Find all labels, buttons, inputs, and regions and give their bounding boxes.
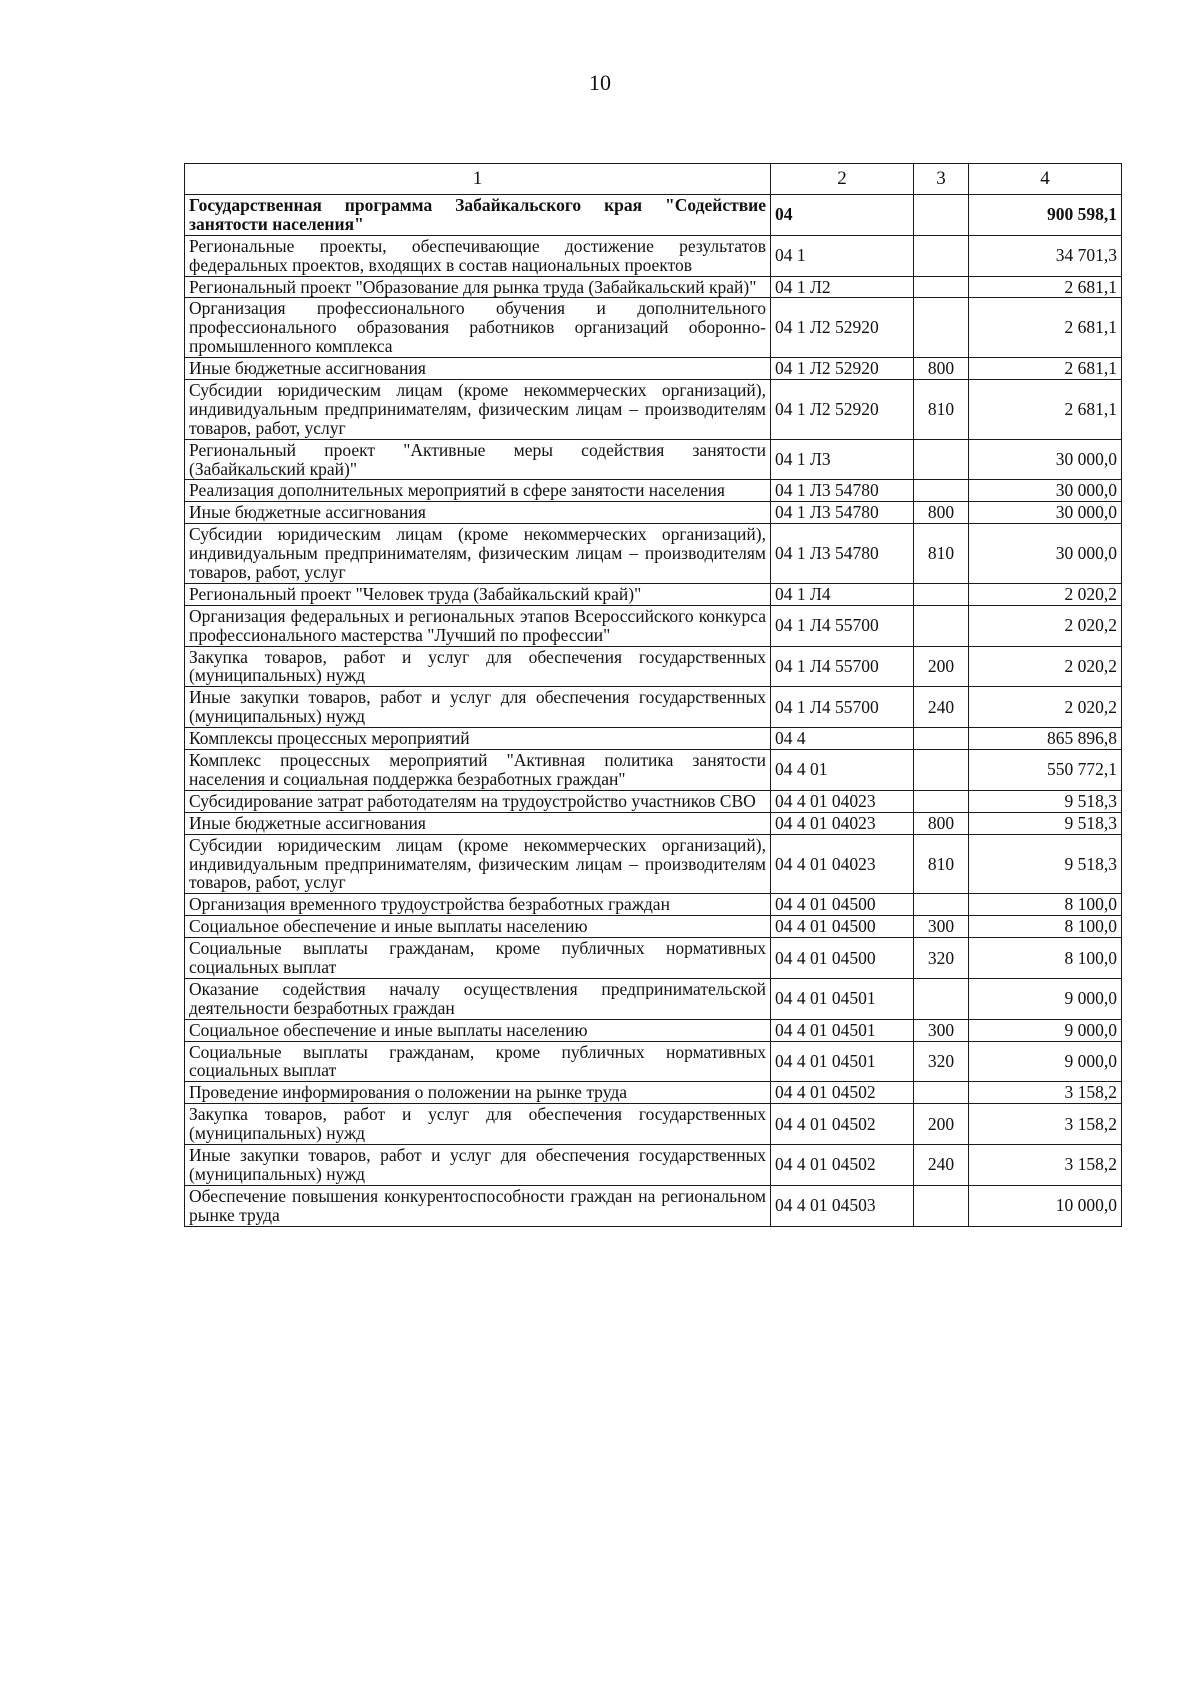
header-col-4: 4 [969,164,1122,195]
row-code-cell: 04 1 Л4 55700 [771,605,914,646]
row-expense-type-cell: 320 [914,1041,969,1082]
table-row [185,480,1122,502]
row-amount-cell: 3 158,2 [969,1104,1122,1145]
row-code-cell: 04 1 Л3 [771,439,914,480]
row-name-cell: Региональные проекты, обеспечивающие достижение результатов федеральных проектов, входящих в состав национальных проектов [185,235,771,276]
row-name-cell: Организация временного трудоустройства безработных граждан [185,894,771,916]
row-name-cell: Региональный проект "Человек труда (Забайкальский край)" [185,583,771,605]
table-row [185,358,1122,380]
table-row [185,978,1122,1019]
row-expense-type-cell [914,439,969,480]
row-expense-type-cell: 240 [914,1144,969,1185]
row-expense-type-cell: 810 [914,380,969,440]
table-row [185,1104,1122,1145]
row-name-cell: Региональный проект "Активные меры содействия занятости (Забайкальский край)" [185,439,771,480]
row-name-cell: Иные закупки товаров, работ и услуг для обеспечения государственных (муниципальных) нужд [185,687,771,728]
row-expense-type-cell [914,195,969,236]
row-code-cell: 04 4 01 04501 [771,1041,914,1082]
row-amount-cell: 2 020,2 [969,605,1122,646]
row-name-cell: Организация профессионального обучения и дополнительного профессионального образования работников организаций оборонно-промышленного комплекса [185,298,771,358]
table-row [185,687,1122,728]
row-amount-cell: 3 158,2 [969,1144,1122,1185]
row-name-cell: Комплексы процессных мероприятий [185,728,771,750]
table-body [185,195,1122,1227]
row-amount-cell: 9 518,3 [969,834,1122,894]
row-code-cell: 04 [771,195,914,236]
table-row [185,1019,1122,1041]
row-amount-cell: 30 000,0 [969,502,1122,524]
row-code-cell: 04 4 01 04501 [771,1019,914,1041]
row-amount-cell: 8 100,0 [969,916,1122,938]
row-code-cell: 04 4 01 04502 [771,1144,914,1185]
row-amount-cell: 34 701,3 [969,235,1122,276]
row-code-cell: 04 1 Л2 52920 [771,358,914,380]
row-expense-type-cell [914,750,969,791]
row-name-cell: Проведение информирования о положении на рынке труда [185,1082,771,1104]
row-amount-cell: 30 000,0 [969,480,1122,502]
row-code-cell: 04 4 01 04502 [771,1082,914,1104]
header-col-3: 3 [914,164,969,195]
row-name-cell: Социальные выплаты гражданам, кроме публичных нормативных социальных выплат [185,938,771,979]
row-amount-cell: 865 896,8 [969,728,1122,750]
row-amount-cell: 550 772,1 [969,750,1122,791]
table-row [185,646,1122,687]
row-amount-cell: 2 020,2 [969,583,1122,605]
row-code-cell: 04 4 01 04502 [771,1104,914,1145]
row-amount-cell: 2 681,1 [969,298,1122,358]
row-name-cell: Иные бюджетные ассигнования [185,502,771,524]
table-row [185,502,1122,524]
row-amount-cell: 2 020,2 [969,687,1122,728]
row-name-cell: Социальное обеспечение и иные выплаты населению [185,916,771,938]
row-name-cell: Организация федеральных и региональных этапов Всероссийского конкурса профессионального мастерства "Лучший по профессии" [185,605,771,646]
row-expense-type-cell [914,583,969,605]
row-name-cell: Реализация дополнительных мероприятий в сфере занятости населения [185,480,771,502]
row-expense-type-cell: 800 [914,502,969,524]
row-name-cell: Социальные выплаты гражданам, кроме публичных нормативных социальных выплат [185,1041,771,1082]
row-expense-type-cell [914,1082,969,1104]
row-code-cell: 04 4 01 04501 [771,978,914,1019]
table-row [185,916,1122,938]
row-amount-cell: 2 681,1 [969,358,1122,380]
row-name-cell: Социальное обеспечение и иные выплаты населению [185,1019,771,1041]
row-name-cell: Государственная программа Забайкальского края "Содействие занятости населения" [185,195,771,236]
row-amount-cell: 10 000,0 [969,1185,1122,1226]
table-row [185,235,1122,276]
row-name-cell: Иные бюджетные ассигнования [185,812,771,834]
row-expense-type-cell: 300 [914,1019,969,1041]
page-number: 10 [589,70,611,95]
row-amount-cell: 8 100,0 [969,894,1122,916]
row-code-cell: 04 1 Л4 55700 [771,646,914,687]
row-amount-cell: 900 598,1 [969,195,1122,236]
row-expense-type-cell: 800 [914,358,969,380]
row-expense-type-cell [914,790,969,812]
table-row [185,790,1122,812]
table-row [185,750,1122,791]
table-row [185,524,1122,584]
row-code-cell: 04 4 01 04500 [771,916,914,938]
table-row [185,298,1122,358]
table-header-row [185,164,1122,195]
row-code-cell: 04 4 01 04023 [771,790,914,812]
table-row [185,380,1122,440]
row-expense-type-cell: 300 [914,916,969,938]
row-code-cell: 04 1 Л4 [771,583,914,605]
row-expense-type-cell: 800 [914,812,969,834]
row-expense-type-cell: 240 [914,687,969,728]
row-name-cell: Субсидирование затрат работодателям на трудоустройство участников СВО [185,790,771,812]
row-code-cell: 04 4 01 04500 [771,894,914,916]
table-row [185,276,1122,298]
row-amount-cell: 9 000,0 [969,1041,1122,1082]
table-row [185,834,1122,894]
row-expense-type-cell [914,276,969,298]
row-name-cell: Комплекс процессных мероприятий "Активная политика занятости населения и социальная поддержка безработных граждан" [185,750,771,791]
row-code-cell: 04 4 01 04023 [771,812,914,834]
row-code-cell: 04 1 Л3 54780 [771,524,914,584]
row-expense-type-cell [914,894,969,916]
row-amount-cell: 2 681,1 [969,276,1122,298]
row-code-cell: 04 1 [771,235,914,276]
row-expense-type-cell [914,978,969,1019]
row-code-cell: 04 1 Л2 52920 [771,298,914,358]
row-name-cell: Обеспечение повышения конкурентоспособности граждан на региональном рынке труда [185,1185,771,1226]
table-row [185,812,1122,834]
table-row [185,938,1122,979]
table-row [185,728,1122,750]
row-expense-type-cell [914,235,969,276]
row-amount-cell: 9 000,0 [969,1019,1122,1041]
row-code-cell: 04 1 Л4 55700 [771,687,914,728]
row-name-cell: Субсидии юридическим лицам (кроме некоммерческих организаций), индивидуальным предпринимателям, физическим лицам – производителям товаров, работ, услуг [185,834,771,894]
table-row [185,439,1122,480]
row-expense-type-cell: 810 [914,524,969,584]
row-code-cell: 04 1 Л2 [771,276,914,298]
row-expense-type-cell [914,728,969,750]
row-amount-cell: 9 000,0 [969,978,1122,1019]
row-name-cell: Закупка товаров, работ и услуг для обеспечения государственных (муниципальных) нужд [185,646,771,687]
row-code-cell: 04 4 01 04503 [771,1185,914,1226]
row-expense-type-cell: 200 [914,1104,969,1145]
row-amount-cell: 30 000,0 [969,524,1122,584]
row-name-cell: Закупка товаров, работ и услуг для обеспечения государственных (муниципальных) нужд [185,1104,771,1145]
row-name-cell: Иные закупки товаров, работ и услуг для обеспечения государственных (муниципальных) нужд [185,1144,771,1185]
table-row [185,583,1122,605]
header-col-2: 2 [771,164,914,195]
row-name-cell: Оказание содействия началу осуществления предпринимательской деятельности безработных граждан [185,978,771,1019]
row-amount-cell: 3 158,2 [969,1082,1122,1104]
row-name-cell: Субсидии юридическим лицам (кроме некоммерческих организаций), индивидуальным предпринимателям, физическим лицам – производителям товаров, работ, услуг [185,524,771,584]
table-row [185,1144,1122,1185]
table-row [185,1082,1122,1104]
row-amount-cell: 8 100,0 [969,938,1122,979]
row-amount-cell: 2 020,2 [969,646,1122,687]
row-code-cell: 04 4 01 04023 [771,834,914,894]
row-expense-type-cell [914,605,969,646]
row-expense-type-cell [914,298,969,358]
row-amount-cell: 9 518,3 [969,812,1122,834]
table-row [185,1185,1122,1226]
table-row [185,195,1122,236]
row-name-cell: Иные бюджетные ассигнования [185,358,771,380]
row-expense-type-cell: 810 [914,834,969,894]
row-code-cell: 04 1 Л3 54780 [771,502,914,524]
row-expense-type-cell [914,480,969,502]
row-name-cell: Субсидии юридическим лицам (кроме некоммерческих организаций), индивидуальным предпринимателям, физическим лицам – производителям товаров, работ, услуг [185,380,771,440]
budget-table [184,163,1122,1227]
row-expense-type-cell: 320 [914,938,969,979]
table-row [185,894,1122,916]
row-code-cell: 04 4 01 04500 [771,938,914,979]
table-row [185,1041,1122,1082]
row-amount-cell: 2 681,1 [969,380,1122,440]
row-amount-cell: 30 000,0 [969,439,1122,480]
header-col-1: 1 [185,164,771,195]
row-expense-type-cell: 200 [914,646,969,687]
row-code-cell: 04 1 Л2 52920 [771,380,914,440]
row-code-cell: 04 4 01 [771,750,914,791]
row-name-cell: Региональный проект "Образование для рынка труда (Забайкальский край)" [185,276,771,298]
table-row [185,605,1122,646]
row-expense-type-cell [914,1185,969,1226]
row-amount-cell: 9 518,3 [969,790,1122,812]
row-code-cell: 04 1 Л3 54780 [771,480,914,502]
row-code-cell: 04 4 [771,728,914,750]
